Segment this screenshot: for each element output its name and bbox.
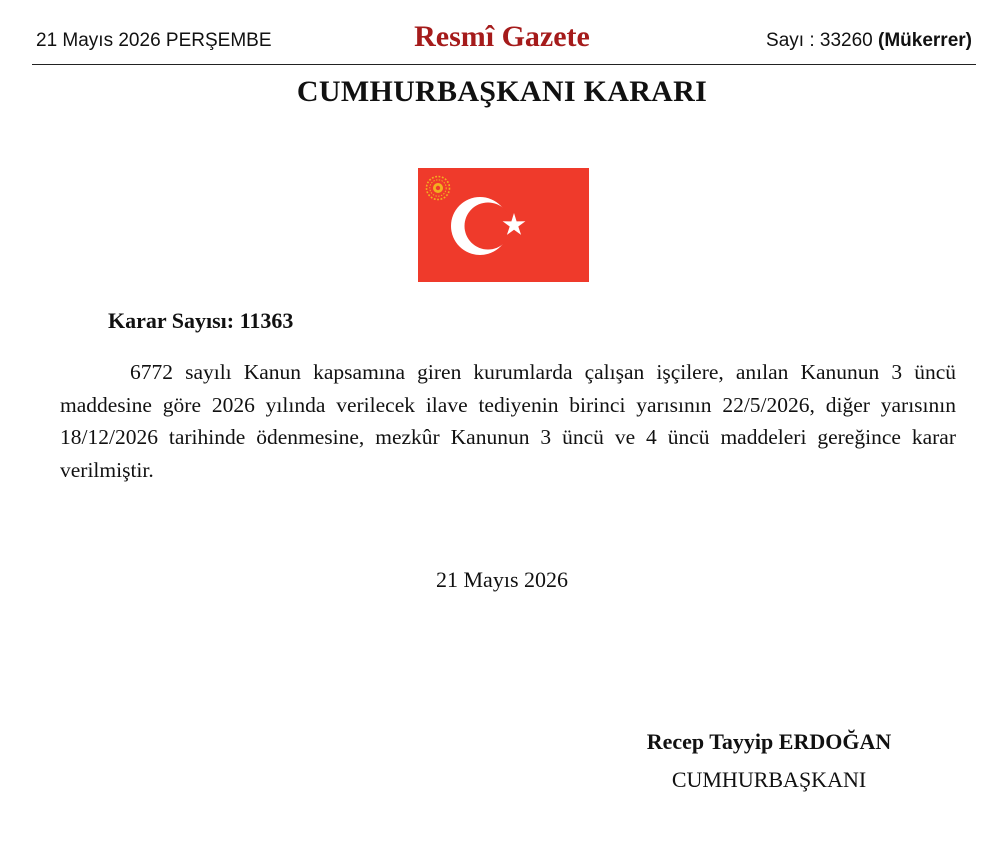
header-date: 21 Mayıs 2026 PERŞEMBE <box>36 30 272 51</box>
decision-number: Karar Sayısı: 11363 <box>108 308 294 333</box>
gazette-title: Resmî Gazete <box>414 20 590 53</box>
issue-note: (Mükerrer) <box>878 30 972 51</box>
document-type-heading: CUMHURBAŞKANI KARARI <box>296 75 708 108</box>
turkish-flag-icon <box>418 168 589 282</box>
decision-body-text: 6772 sayılı Kanun kapsamına giren kurumlarda çalışan işçilere, anılan Kanunun 3 üncü maddesine göre 2026 yılında verilecek ilave tediyenin birinci yarısının 22/5/2026, diğer yarısının 18/12/2026 tarihinde ödenmesine, mezkûr Kanunun 3 üncü ve 4 üncü maddeleri gereğince karar verilmiştir. <box>60 360 956 482</box>
decision-date: 21 Mayıs 2026 <box>436 567 568 592</box>
signatory-block <box>600 727 938 795</box>
issue-number <box>766 30 972 52</box>
signatory-name: Recep Tayyip ERDOĞAN <box>646 729 892 754</box>
header-divider <box>32 64 976 65</box>
issue-label: Sayı : 33260 <box>766 30 873 51</box>
signatory-title: CUMHURBAŞKANI <box>671 767 867 792</box>
